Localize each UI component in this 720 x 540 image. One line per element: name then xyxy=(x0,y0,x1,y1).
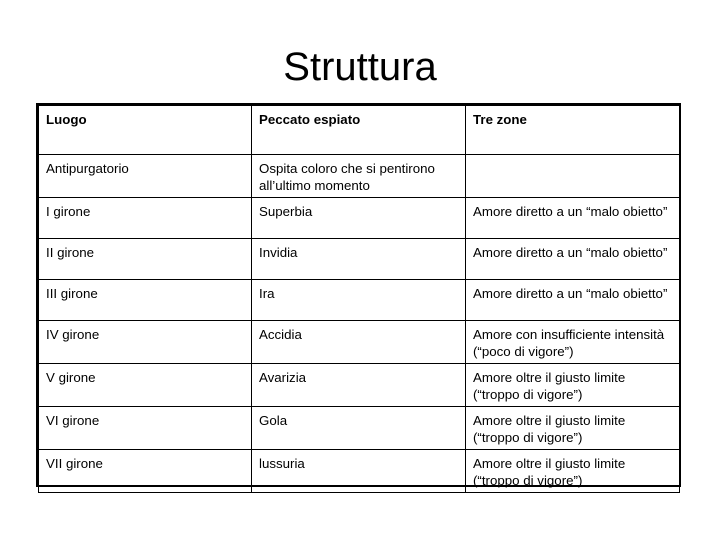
cell-peccato: Ospita coloro che si pentirono all’ultimo momento xyxy=(252,155,466,198)
cell-peccato: Accidia xyxy=(252,321,466,364)
table-header-row xyxy=(39,106,680,155)
cell-luogo: VII girone xyxy=(39,450,252,493)
structure-table xyxy=(38,105,680,493)
header-tre-zone: Tre zone xyxy=(466,106,680,155)
cell-peccato: Gola xyxy=(252,407,466,450)
cell-peccato: Ira xyxy=(252,280,466,321)
cell-zona: Amore oltre il giusto limite (“troppo di vigore”) xyxy=(466,407,680,450)
table-row xyxy=(39,364,680,407)
header-luogo: Luogo xyxy=(39,106,252,155)
table-row xyxy=(39,407,680,450)
table-row xyxy=(39,239,680,280)
cell-luogo: I girone xyxy=(39,198,252,239)
cell-zona: Amore diretto a un “malo obietto” xyxy=(466,239,680,280)
cell-luogo: IV girone xyxy=(39,321,252,364)
structure-table-container xyxy=(36,103,681,487)
slide-title: Struttura xyxy=(283,45,437,89)
table-row xyxy=(39,450,680,493)
cell-zona: Amore diretto a un “malo obietto” xyxy=(466,280,680,321)
cell-luogo: VI girone xyxy=(39,407,252,450)
cell-peccato: lussuria xyxy=(252,450,466,493)
table-row xyxy=(39,280,680,321)
cell-luogo: Antipurgatorio xyxy=(39,155,252,198)
header-peccato-espiato: Peccato espiato xyxy=(252,106,466,155)
cell-luogo: V girone xyxy=(39,364,252,407)
cell-zona: Amore diretto a un “malo obietto” xyxy=(466,198,680,239)
cell-zona: Amore con insufficiente intensità (“poco di vigore”) xyxy=(466,321,680,364)
cell-peccato: Invidia xyxy=(252,239,466,280)
cell-luogo: III girone xyxy=(39,280,252,321)
cell-zona: Amore oltre il giusto limite (“troppo di vigore”) xyxy=(466,450,680,493)
table-row xyxy=(39,321,680,364)
cell-luogo: II girone xyxy=(39,239,252,280)
table-row xyxy=(39,155,680,198)
table-row xyxy=(39,198,680,239)
cell-peccato: Superbia xyxy=(252,198,466,239)
cell-peccato: Avarizia xyxy=(252,364,466,407)
cell-zona: Amore oltre il giusto limite (“troppo di vigore”) xyxy=(466,364,680,407)
cell-zona xyxy=(466,155,680,198)
